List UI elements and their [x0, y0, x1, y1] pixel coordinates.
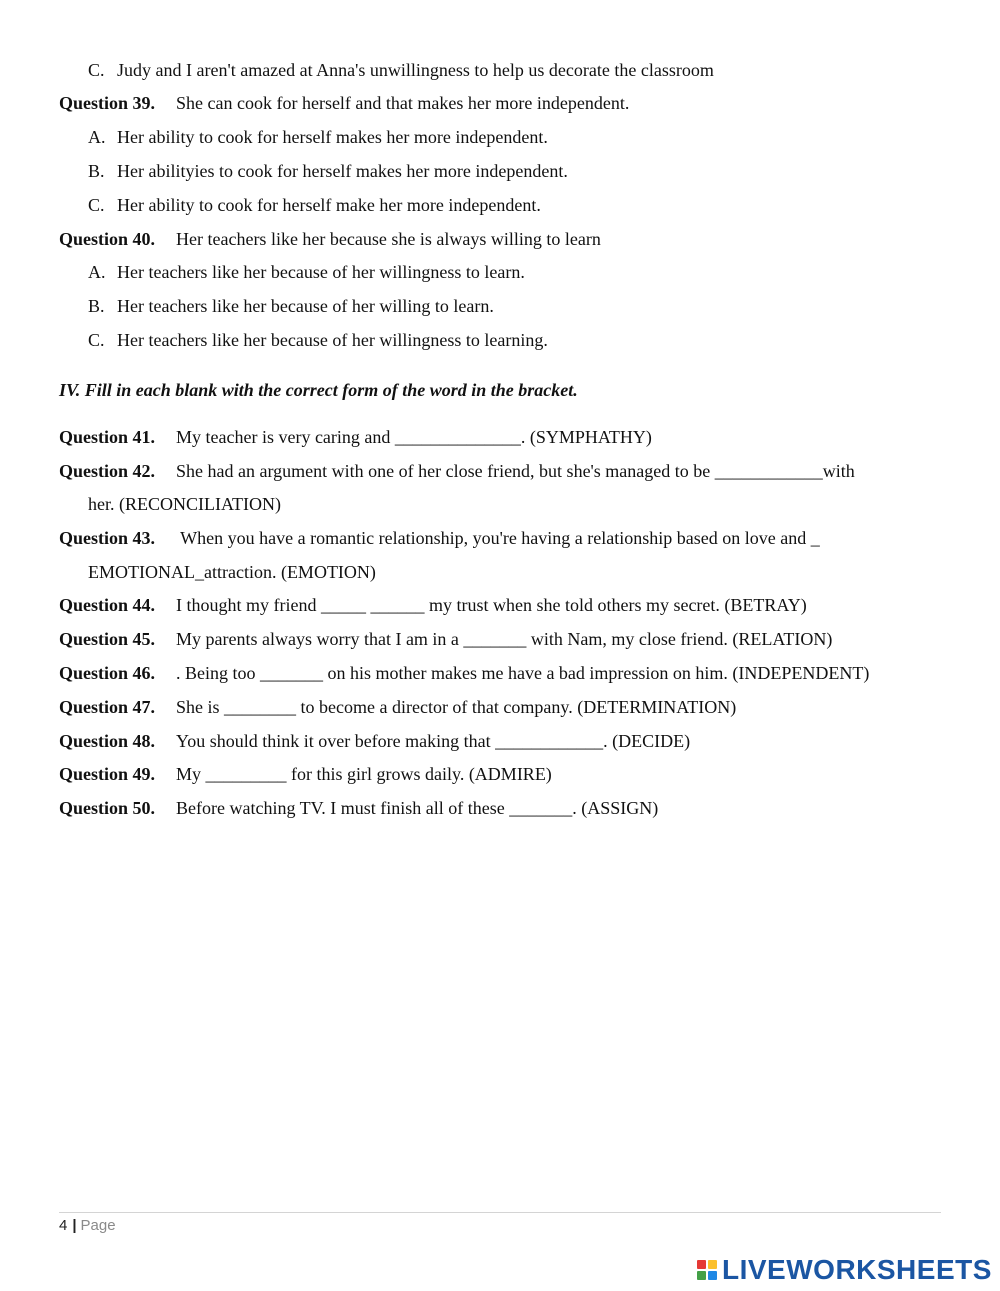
question-label: Question 43.: [59, 528, 156, 548]
question-40-option-b: [88, 295, 494, 317]
question-40: [59, 228, 601, 250]
question-44: [59, 594, 807, 616]
footer-divider: [59, 1212, 941, 1213]
question-label: Question 44.: [59, 595, 156, 615]
footer-separator: |: [72, 1217, 77, 1234]
page-number: 4: [59, 1217, 68, 1234]
logo-tile: [708, 1271, 717, 1280]
section-heading: IV. Fill in each blank with the correct form of the word in the bracket.: [59, 380, 578, 400]
logo-grid-icon: [697, 1260, 717, 1280]
question-42-continuation: her. (RECONCILIATION): [88, 494, 281, 514]
option-text: Her teachers like her because of her willingness to learn.: [117, 262, 525, 282]
question-49: [59, 763, 552, 785]
question-text: I thought my friend _____ ______ my trust when she told others my secret. (BETRAY): [176, 595, 807, 615]
logo-tile: [697, 1271, 706, 1280]
question-47: [59, 696, 736, 718]
page-footer: [59, 1217, 116, 1234]
option-text: Judy and I aren't amazed at Anna's unwillingness to help us decorate the classroom: [117, 60, 714, 80]
liveworksheets-logo[interactable]: [697, 1254, 992, 1286]
question-label: Question 41.: [59, 427, 156, 447]
option-letter: C.: [88, 60, 105, 80]
question-label: Question 49.: [59, 764, 156, 784]
question-label: Question 50.: [59, 798, 156, 818]
question-text: My parents always worry that I am in a _______ with Nam, my close friend. (RELATION): [176, 629, 833, 649]
question-text: You should think it over before making that ____________. (DECIDE): [176, 731, 691, 751]
question-48: [59, 730, 690, 752]
option-text: Her ability to cook for herself make her more independent.: [117, 195, 541, 215]
question-39-option-c: [88, 194, 541, 216]
option-text: Her teachers like her because of her willing to learn.: [117, 296, 494, 316]
option-letter: A.: [88, 262, 106, 282]
page-label: Page: [80, 1217, 116, 1234]
question-42: [59, 460, 855, 482]
question-text: She is ________ to become a director of that company. (DETERMINATION): [176, 697, 737, 717]
question-43-continuation: EMOTIONAL_attraction. (EMOTION): [88, 562, 376, 582]
question-label: Question 47.: [59, 697, 156, 717]
question-40-option-c: [88, 329, 548, 351]
question-41: [59, 426, 652, 448]
logo-tile: [697, 1260, 706, 1269]
question-text: Her teachers like her because she is always willing to learn: [176, 229, 601, 249]
question-46: [59, 662, 869, 684]
question-50: [59, 797, 658, 819]
logo-text: LIVEWORKSHEETS: [722, 1254, 992, 1285]
question-label: Question 39.: [59, 93, 156, 113]
question-label: Question 46.: [59, 663, 156, 683]
question-text: Before watching TV. I must finish all of these _______. (ASSIGN): [176, 798, 659, 818]
logo-tile: [708, 1260, 717, 1269]
question-38-option-c: [88, 59, 714, 81]
question-label: Question 40.: [59, 229, 156, 249]
question-43: [59, 527, 820, 549]
option-text: Her teachers like her because of her willingness to learning.: [117, 330, 548, 350]
question-39-option-a: [88, 126, 548, 148]
option-text: Her ability to cook for herself makes her more independent.: [117, 127, 548, 147]
question-text: She can cook for herself and that makes her more independent.: [176, 93, 630, 113]
option-letter: C.: [88, 330, 105, 350]
question-39: [59, 92, 629, 114]
option-letter: A.: [88, 127, 106, 147]
question-text: She had an argument with one of her close friend, but she's managed to be ____________with: [176, 461, 855, 481]
question-text: When you have a romantic relationship, you're having a relationship based on love and _: [176, 528, 820, 548]
question-label: Question 45.: [59, 629, 156, 649]
option-letter: C.: [88, 195, 105, 215]
question-text: . Being too _______ on his mother makes me have a bad impression on him. (INDEPENDENT): [176, 663, 870, 683]
question-text: My _________ for this girl grows daily. (ADMIRE): [176, 764, 552, 784]
question-39-option-b: [88, 160, 568, 182]
question-45: [59, 628, 832, 650]
option-letter: B.: [88, 161, 105, 181]
question-40-option-a: [88, 261, 525, 283]
question-label: Question 48.: [59, 731, 156, 751]
option-text: Her abilityies to cook for herself makes her more independent.: [117, 161, 568, 181]
question-text: My teacher is very caring and ______________. (SYMPHATHY): [176, 427, 652, 447]
question-label: Question 42.: [59, 461, 156, 481]
option-letter: B.: [88, 296, 105, 316]
